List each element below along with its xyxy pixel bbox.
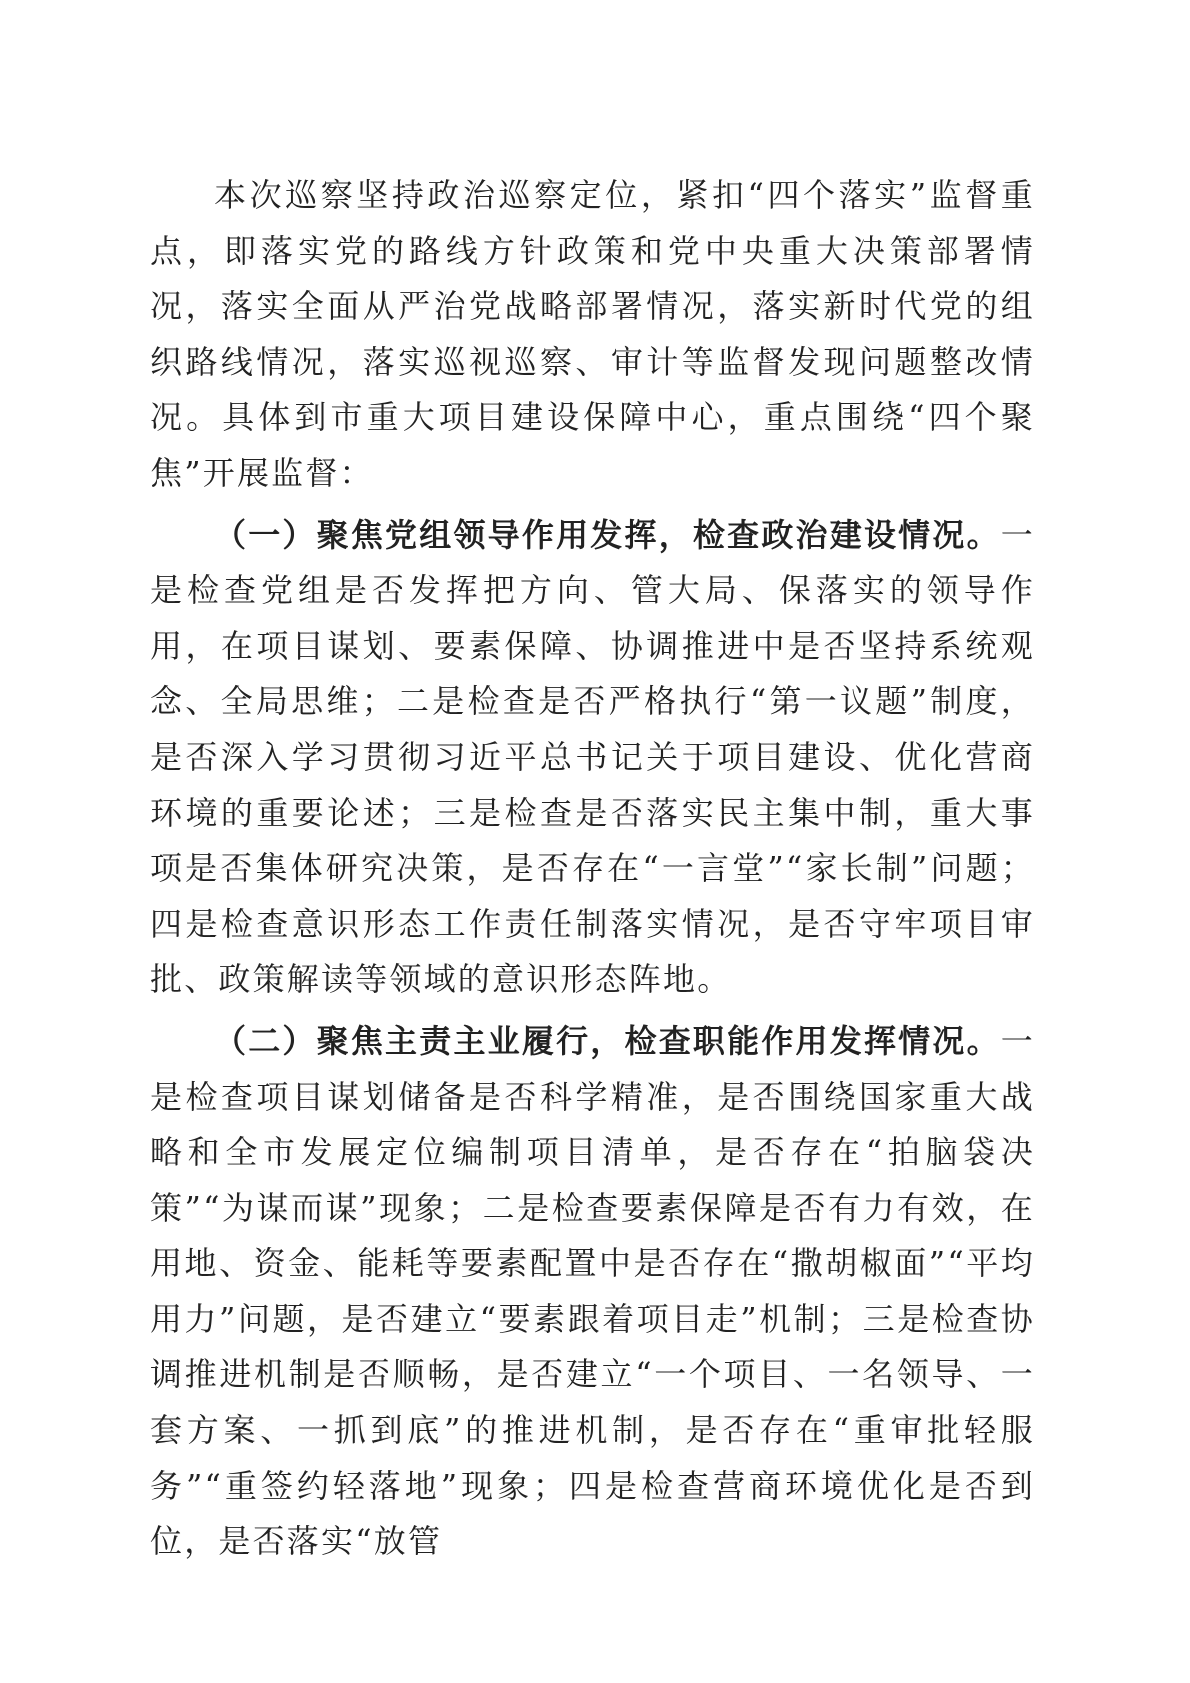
section-1-heading: （一）聚焦党组领导作用发挥，检查政治建设情况。 [214, 515, 1001, 554]
section-1-text: 一是检查党组是否发挥把方向、管大局、保落实的领导作用，在项目谋划、要素保障、协调推进中是否坚持系统观念、全局思维；二是检查是否严格执行“第一议题”制度，是否深入学习贯彻习近平总书记关于项目建设、优化营商环境的重要论述；三是检查是否落实民主集中制，重大事项是否集体研究决策，是否存在“一言堂”“家长制”问题；四是检查意识形态工作责任制落实情况，是否守牢项目审批、政策解读等领域的意识形态阵地。 [150, 515, 1035, 999]
paragraph-section-1 [150, 508, 1035, 1008]
paragraph-intro-text: 本次巡察坚持政治巡察定位，紧扣“四个落实”监督重点，即落实党的路线方针政策和党中央重大决策部署情况，落实全面从严治党战略部署情况，落实新时代党的组织路线情况，落实巡视巡察、审计等监督发现问题整改情况。具体到市重大项目建设保障中心，重点围绕“四个聚焦”开展监督： [150, 176, 1035, 492]
section-2-heading: （二）聚焦主责主业履行，检查职能作用发挥情况。 [214, 1021, 1001, 1060]
section-2-text: 一是检查项目谋划储备是否科学精准，是否围绕国家重大战略和全市发展定位编制项目清单，是否存在“拍脑袋决策”“为谋而谋”现象；二是检查要素保障是否有力有效，在用地、资金、能耗等要素配置中是否存在“撒胡椒面”“平均用力”问题，是否建立“要素跟着项目走”机制；三是检查协调推进机制是否顺畅，是否建立“一个项目、一名领导、一套方案、一抓到底”的推进机制，是否存在“重审批轻服务”“重签约轻落地”现象；四是检查营商环境优化是否到位，是否落实“放管 [150, 1021, 1035, 1561]
paragraph-section-2 [150, 1014, 1035, 1570]
paragraph-intro [150, 168, 1035, 502]
document-page [150, 168, 1035, 1570]
